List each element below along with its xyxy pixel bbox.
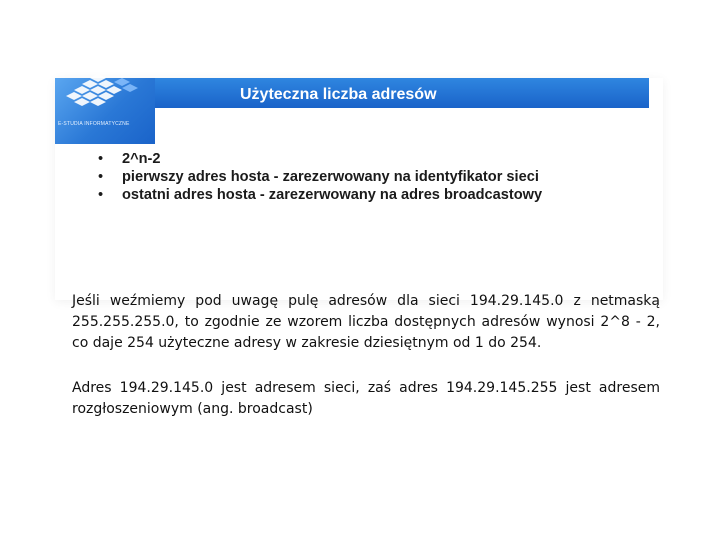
diamond-grid-logo-icon (60, 74, 140, 120)
bullet-item (98, 168, 548, 186)
body-paragraph-1: Jeśli weźmiemy pod uwagę pulę adresów dla sieci 194.29.145.0 z netmaską 255.255.255.0, to zgodnie ze wzorem liczba dostępnych adresów wynosi 2^8 - 2, co daje 254 użyteczne adresy w zakresie dziesiętnym od 1 do 254. (72, 293, 660, 351)
bullet-item (98, 150, 548, 168)
bullet-dot: • (98, 169, 104, 185)
logo-caption: E-STUDIA INFORMATYCZNE (58, 121, 130, 127)
bullet-list (98, 150, 548, 204)
body-paragraph-2: Adres 194.29.145.0 jest adresem sieci, zaś adres 194.29.145.255 jest adresem rozgłoszeniowym (ang. broadcast) (72, 380, 660, 417)
bullet-dot: • (98, 187, 104, 203)
bullet-text: pierwszy adres hosta - zarezerwowany na identyfikator sieci (122, 169, 539, 185)
bullet-text: ostatni adres hosta - zarezerwowany na adres broadcastowy (122, 187, 543, 203)
slide-title: Użyteczna liczba adresów (240, 86, 437, 103)
bullet-dot: • (98, 151, 104, 167)
bullet-item (98, 186, 548, 204)
bullet-text: 2^n-2 (122, 151, 161, 167)
